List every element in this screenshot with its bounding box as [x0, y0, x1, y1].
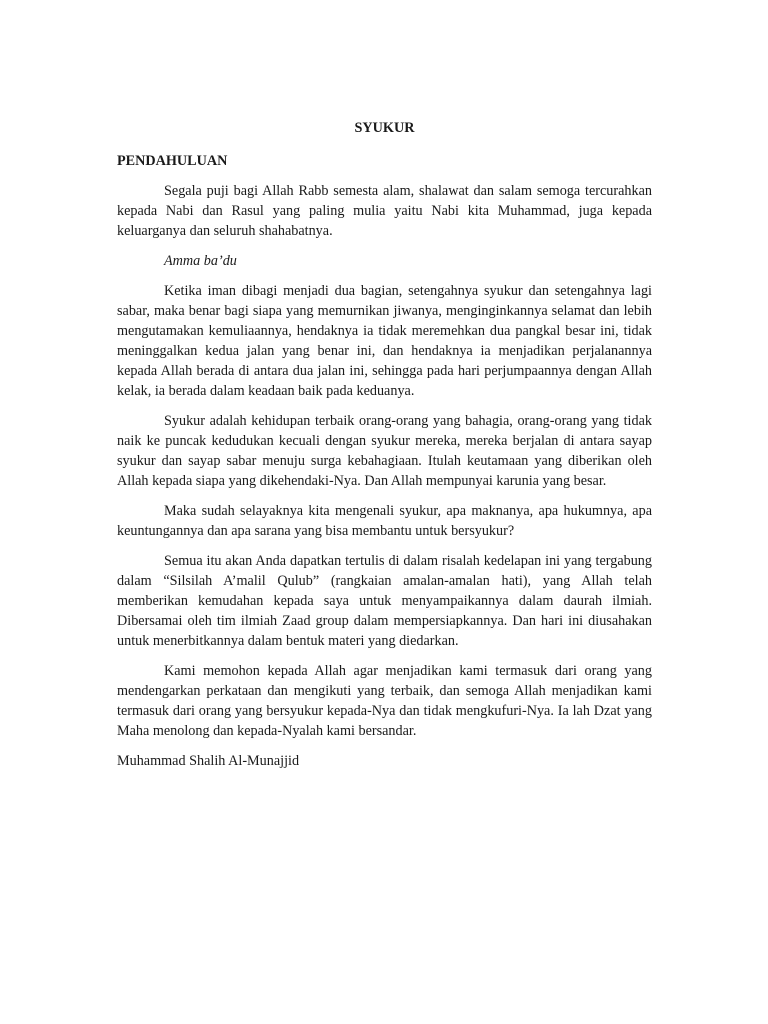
paragraph-opening-praise: Segala puji bagi Allah Rabb semesta alam, shalawat dan salam semoga tercurahkan kepada Nabi dan Rasul yang paling mulia yaitu Nabi kita Muhammad, juga kepada keluarganya dan seluruh shahabatnya. — [117, 183, 652, 239]
section-heading: PENDAHULUAN — [117, 153, 228, 169]
author-signature: Muhammad Shalih Al-Munajjid — [117, 753, 300, 769]
paragraph-risalah: Semua itu akan Anda dapatkan tertulis di dalam risalah kedelapan ini yang tergabung dalam “Silsilah A’malil Qulub” (rangkaian amalan-amalan hati), yang Allah telah memberikan kemudahan kepada saya untuk menyampaikannya dalam daurah ilmiah. Dibersamai oleh tim ilmiah Zaad group dalam mempersiapkannya. Dan hari ini diusahakan untuk menerbitkannya dalam bentuk materi yang diedarkan. — [117, 553, 652, 649]
paragraph-know-syukur: Maka sudah selayaknya kita mengenali syukur, apa maknanya, apa hukumnya, apa keuntungannya dan apa sarana yang bisa membantu untuk bersyukur? — [117, 503, 652, 539]
paragraph-amma-badu: Amma ba’du — [164, 253, 237, 269]
paragraph-closing-prayer: Kami memohon kepada Allah agar menjadikan kami termasuk dari orang yang mendengarkan perkataan dan mengikuti yang terbaik, dan semoga Allah menjadikan kami termasuk dari orang yang bersyukur kepada-Nya dan tidak mengkufuri-Nya. Ia lah Dzat yang Maha menolong dan kepada-Nyalah kami bersandar. — [117, 663, 652, 739]
paragraph-iman-two-parts: Ketika iman dibagi menjadi dua bagian, setengahnya syukur dan setengahnya lagi sabar, maka benar bagi siapa yang memurnikan jiwanya, menginginkannya selamat dan lebih mengutamakan kemuliaannya, hendaknya ia tidak meremehkan dua pangkal besar ini, tidak meninggalkan kedua jalan yang benar ini, dan hendaknya ia menjadikan perjalanannya kepada Allah berada di antara dua jalan ini, sehingga pada hari perjumpaannya dengan Allah kelak, ia berada dalam keadaan baik pada keduanya. — [117, 283, 652, 399]
document-page — [117, 118, 652, 771]
document-title: SYUKUR — [354, 120, 415, 136]
paragraph-syukur-life: Syukur adalah kehidupan terbaik orang-orang yang bahagia, orang-orang yang tidak naik ke puncak kedudukan kecuali dengan syukur mereka, mereka berjalan di antara sayap syukur dan sayap sabar menuju surga kebahagiaan. Itulah keutamaan yang diberikan oleh Allah kepada siapa yang dikehendaki-Nya. Dan Allah mempunyai karunia yang besar. — [117, 413, 652, 489]
